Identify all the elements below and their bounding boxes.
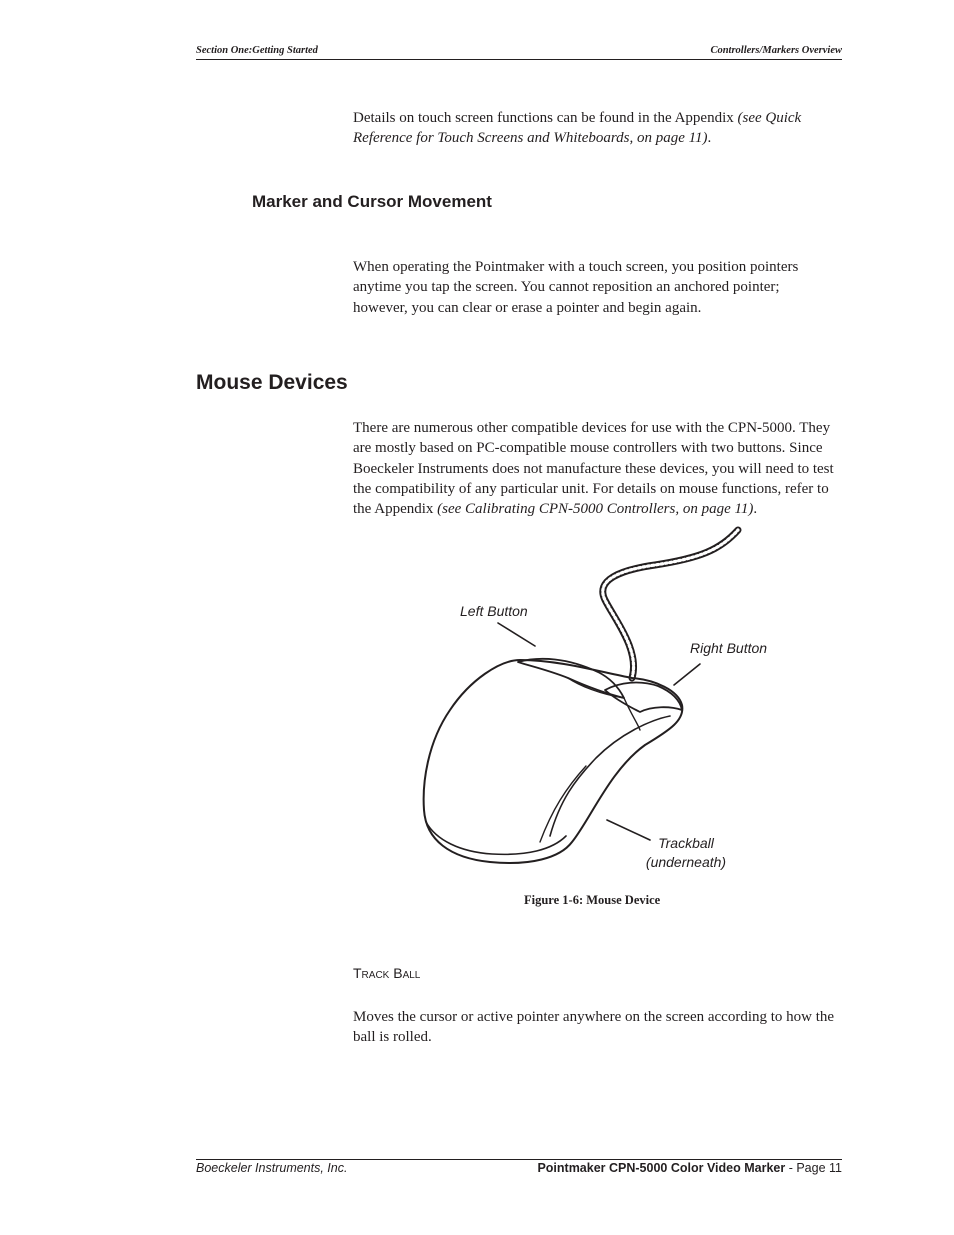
trackball-label-line1: Trackball	[658, 835, 714, 851]
intro-paragraph	[353, 108, 833, 149]
footer-rule	[196, 1159, 842, 1160]
left-button-leader	[498, 623, 535, 646]
footer-page: - Page 11	[785, 1161, 842, 1175]
header-section-title: Section One:Getting Started	[196, 45, 318, 56]
trackball-heading: Track Ball	[353, 965, 421, 981]
mouse-devices-text: There are numerous other compatible devices for use with the CPN-5000. They are mostly based on PC-compatible mouse controllers with two buttons. Since Boeckeler Instruments does not manufacture these devices, you will need to test the compatibility of any particular unit. For details on mouse functions, refer to the Appendix	[353, 420, 834, 518]
mouse-illustration	[400, 520, 800, 880]
footer-product: Pointmaker CPN-5000 Color Video Marker	[537, 1161, 786, 1175]
trackball-paragraph: Moves the cursor or active pointer anywhere on the screen according to how the ball is rolled.	[353, 1009, 835, 1046]
footer-company: Boeckeler Instruments, Inc.	[196, 1161, 348, 1175]
mouse-devices-heading: Mouse Devices	[196, 371, 348, 394]
left-button-label: Left Button	[460, 603, 528, 619]
trackball-label	[640, 834, 732, 872]
intro-text: Details on touch screen functions can be found in the Appendix	[353, 110, 738, 126]
right-button-label: Right Button	[690, 640, 768, 656]
mouse-devices-reference[interactable]: (see Calibrating CPN-5000 Controllers, on page 11)	[437, 501, 754, 518]
header-chapter-title: Controllers/Markers Overview	[710, 45, 842, 56]
marker-cursor-heading: Marker and Cursor Movement	[252, 192, 492, 211]
intro-end: .	[707, 130, 712, 147]
trackball-label-line2: (underneath)	[645, 854, 727, 870]
intro-reference[interactable]: (see Quick Reference for Touch Screens and Whiteboards, on page 11)	[353, 110, 802, 147]
mouse-body	[424, 660, 683, 863]
figure-caption: Figure 1-6: Mouse Device	[524, 893, 661, 907]
footer-product-page	[537, 1161, 842, 1175]
mouse-devices-paragraph	[353, 418, 835, 519]
right-button-leader	[674, 664, 700, 685]
marker-cursor-paragraph: When operating the Pointmaker with a touch screen, you position pointers anytime you tap the screen. You cannot reposition an anchored pointer; however, you can clear or erase a pointer and begin again.	[353, 259, 799, 316]
header-rule	[196, 59, 842, 60]
mouse-devices-end: .	[753, 501, 758, 518]
